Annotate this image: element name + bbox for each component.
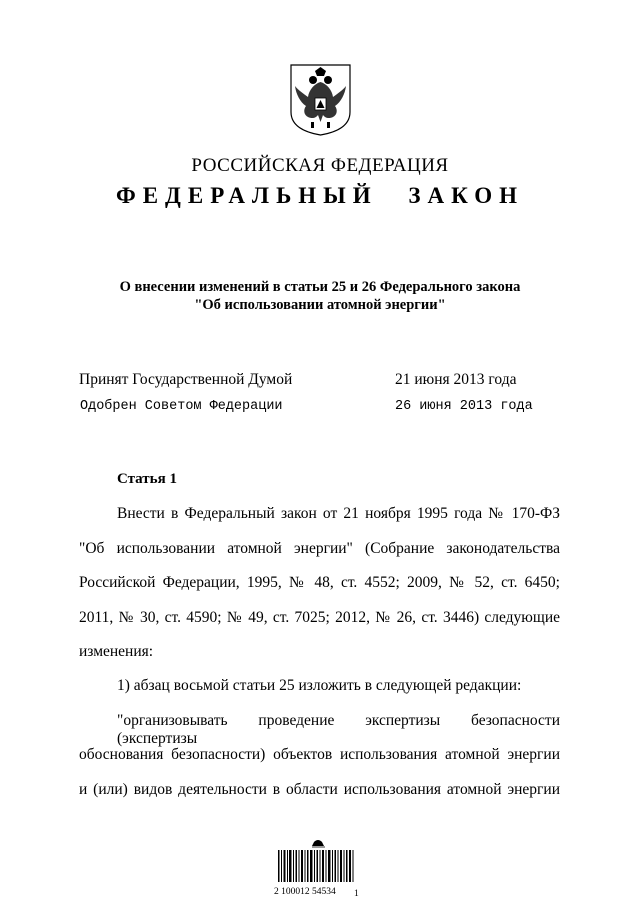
barcode-number: 2 100012 54534 bbox=[274, 887, 336, 897]
approved-label: Одобрен Советом Федерации bbox=[80, 399, 283, 414]
law-title: ФЕДЕРАЛЬНЫЙ ЗАКОН bbox=[115, 183, 525, 208]
approved-date: 26 июня 2013 года bbox=[395, 399, 533, 414]
barcode-stamp-mark bbox=[312, 840, 324, 846]
law-subject bbox=[0, 278, 640, 314]
body-line: изменения: bbox=[79, 643, 154, 660]
body-line: 2011, № 30, ст. 4590; № 49, ст. 7025; 2012, № 26, ст. 3446) следующие bbox=[79, 609, 560, 626]
article-heading: Статья 1 bbox=[117, 471, 177, 487]
body-line: "организовывать проведение экспертизы безопасности (экспертизы bbox=[117, 712, 560, 747]
coat-of-arms-icon bbox=[287, 62, 354, 137]
body-line: Внести в Федеральный закон от 21 ноября 1995 года № 170-ФЗ bbox=[117, 505, 560, 522]
law-subject-line: О внесении изменений в статьи 25 и 26 Федерального закона bbox=[119, 279, 521, 295]
body-line: "Об использовании атомной энергии" (Собрание законодательства bbox=[79, 540, 560, 557]
barcode-bars bbox=[278, 850, 354, 882]
barcode-check-digit: 1 bbox=[354, 889, 359, 899]
barcode bbox=[272, 836, 362, 904]
country-heading: РОССИЙСКАЯ ФЕДЕРАЦИЯ bbox=[191, 155, 449, 176]
adopted-label: Принят Государственной Думой bbox=[79, 371, 293, 388]
body-line: Российской Федерации, 1995, № 48, ст. 4552; 2009, № 52, ст. 6450; bbox=[79, 574, 560, 591]
law-subject-line: "Об использовании атомной энергии" bbox=[194, 297, 446, 313]
body-line: и (или) видов деятельности в области использования атомной энергии bbox=[79, 781, 560, 798]
adopted-date: 21 июня 2013 года bbox=[395, 371, 517, 388]
body-line: обоснования безопасности) объектов использования атомной энергии bbox=[79, 746, 560, 763]
body-line: 1) абзац восьмой статьи 25 изложить в следующей редакции: bbox=[117, 677, 522, 694]
